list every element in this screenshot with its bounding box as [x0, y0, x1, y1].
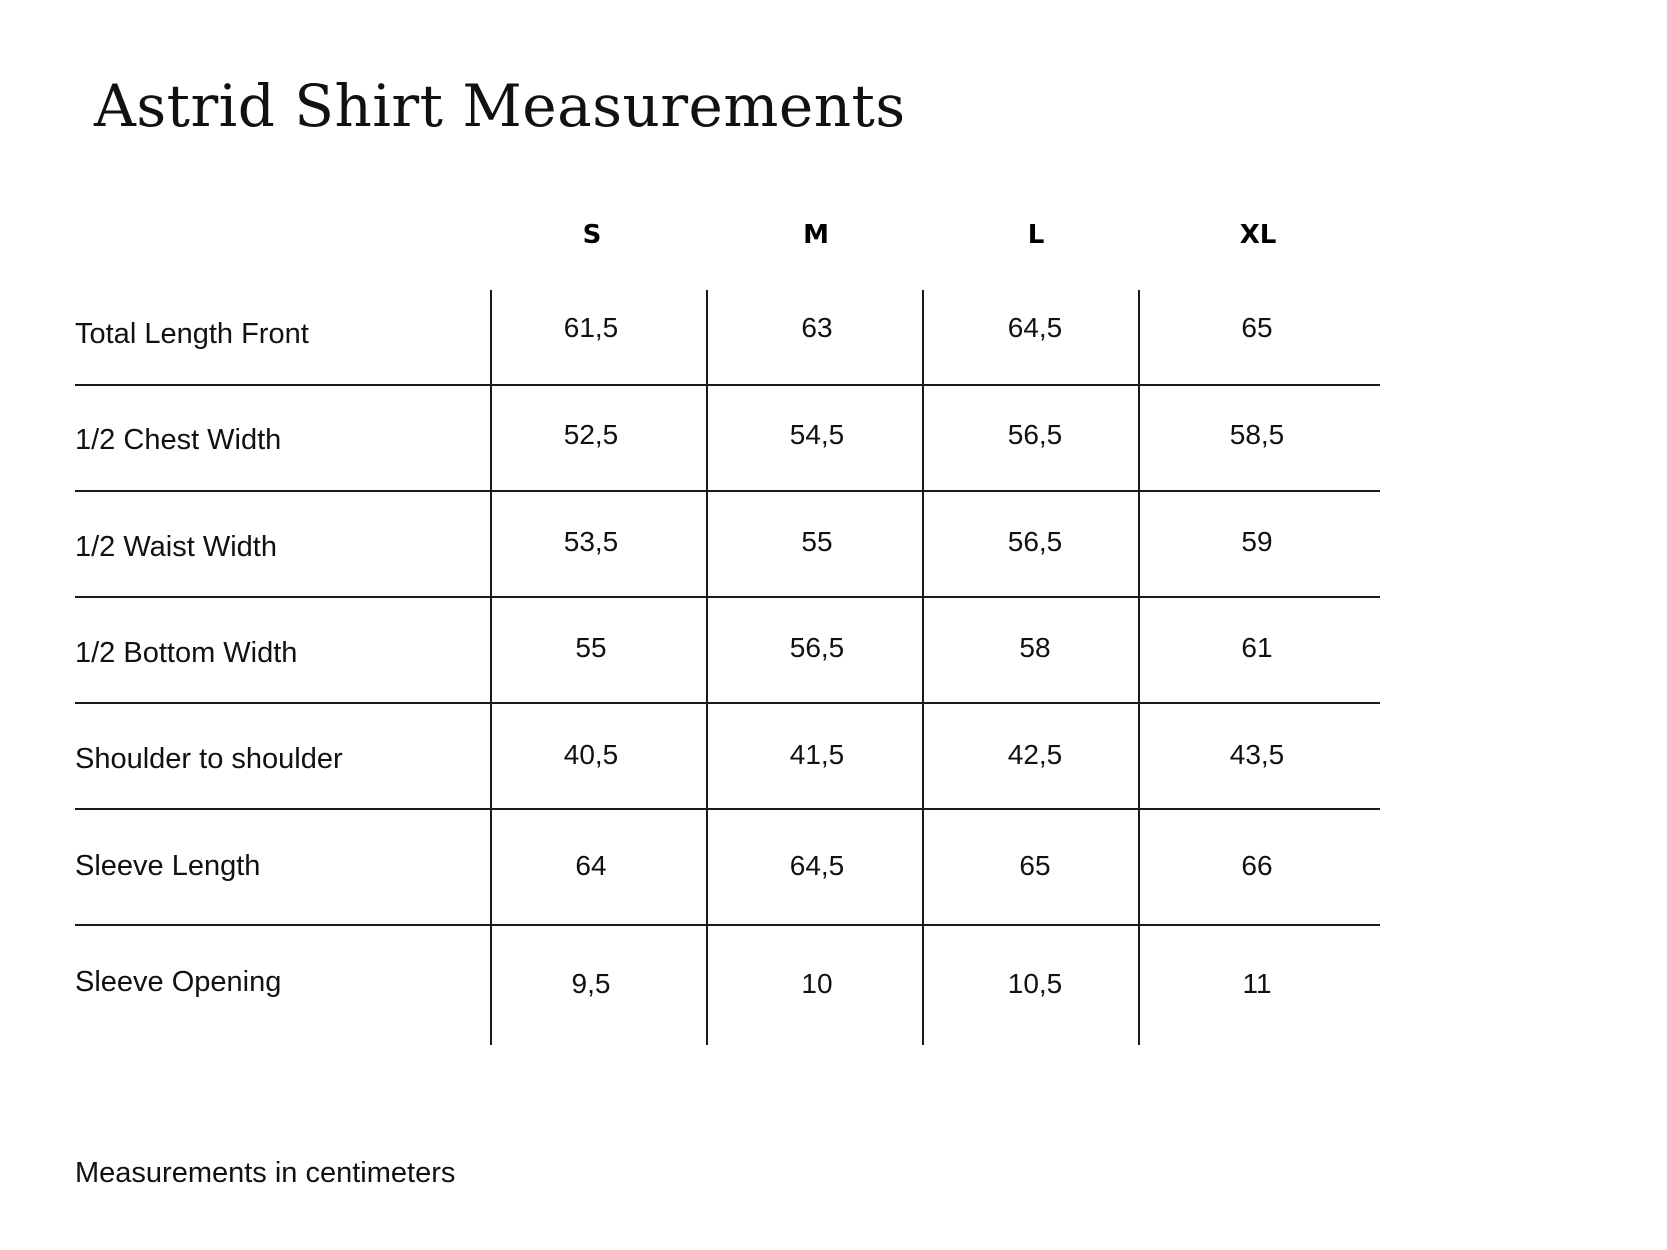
table-cell: 52,5: [563, 419, 619, 450]
table-cell: 43,5: [1229, 739, 1285, 770]
row-label-bottom-width: 1/2 Bottom Width: [75, 637, 298, 669]
table-cell: 42,5: [1007, 739, 1063, 770]
table-cell: 40,5: [563, 739, 619, 770]
table-cell: 59: [1241, 526, 1273, 557]
table-cell: 64: [575, 850, 607, 881]
row-divider: [75, 924, 1380, 926]
size-header-m: M: [803, 220, 829, 250]
size-header-l: L: [1027, 220, 1045, 250]
table-cell: 58: [1019, 632, 1051, 663]
table-cell: 65: [1019, 850, 1051, 881]
row-divider: [75, 702, 1380, 704]
column-divider: [1138, 290, 1140, 1045]
table-cell: 11: [1242, 968, 1272, 999]
table-cell: 64,5: [789, 850, 845, 881]
table-cell: 55: [801, 526, 833, 557]
row-divider: [75, 490, 1380, 492]
table-cell: 53,5: [563, 526, 619, 557]
row-label-chest-width: 1/2 Chest Width: [75, 424, 282, 456]
column-divider: [490, 290, 492, 1045]
table-cell: 66: [1241, 850, 1273, 881]
size-header-xl: XL: [1239, 220, 1277, 250]
table-cell: 56,5: [1007, 526, 1063, 557]
row-label-waist-width: 1/2 Waist Width: [75, 531, 277, 563]
row-label-shoulder-to-shoulder: Shoulder to shoulder: [75, 743, 343, 775]
page-title: Astrid Shirt Measurements: [94, 72, 906, 140]
row-label-sleeve-length: Sleeve Length: [75, 850, 261, 882]
row-label-sleeve-opening: Sleeve Opening: [75, 966, 282, 998]
row-divider: [75, 596, 1380, 598]
table-cell: 61,5: [563, 312, 619, 343]
table-cell: 56,5: [1007, 419, 1063, 450]
table-cell: 63: [801, 312, 833, 343]
units-footnote: Measurements in centimeters: [75, 1157, 456, 1189]
table-cell: 58,5: [1229, 419, 1285, 450]
table-cell: 54,5: [789, 419, 845, 450]
table-cell: 41,5: [789, 739, 845, 770]
table-cell: 64,5: [1007, 312, 1063, 343]
table-cell: 10: [801, 968, 833, 999]
table-cell: 56,5: [789, 632, 845, 663]
column-divider: [922, 290, 924, 1045]
table-cell: 10,5: [1007, 968, 1063, 999]
column-divider: [706, 290, 708, 1045]
table-cell: 61: [1241, 632, 1273, 663]
size-header-s: S: [582, 220, 602, 250]
table-cell: 9,5: [571, 968, 611, 999]
row-divider: [75, 384, 1380, 386]
table-cell: 65: [1241, 312, 1273, 343]
row-label-total-length-front: Total Length Front: [75, 318, 309, 350]
table-cell: 55: [575, 632, 607, 663]
row-divider: [75, 808, 1380, 810]
